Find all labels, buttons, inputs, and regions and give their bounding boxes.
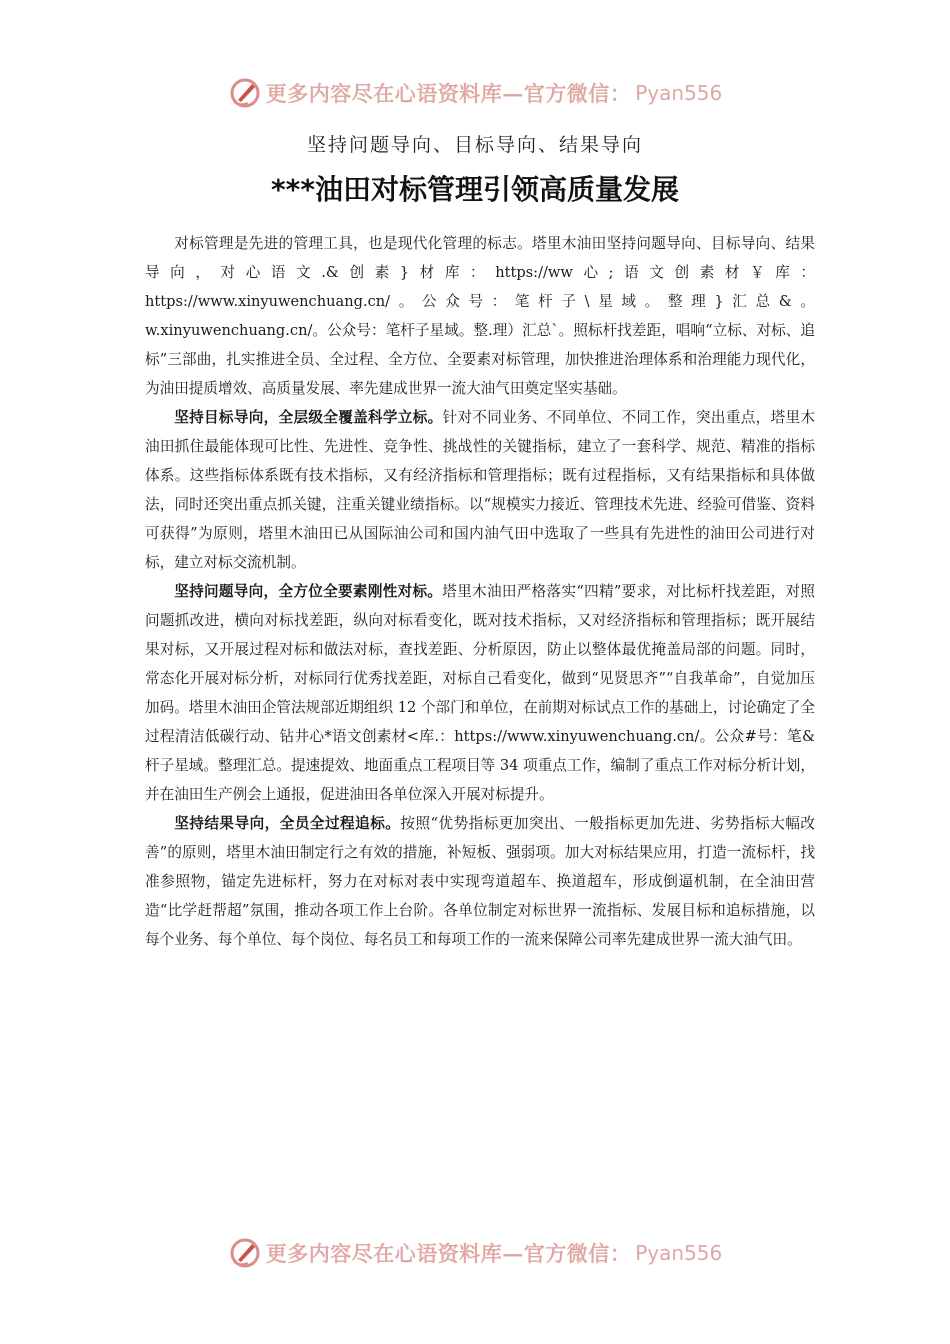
paragraph-text: 按照“优势指标更加突出、一般指标更加先进、劣势指标大幅改善”的原则，塔里木油田制定行之有效的措施，补短板、强弱项。加大对标结果应用，打造一流标杆，找准参照物，锚定先进标杆，努力在对标对表中实现弯道超车、换道超车，形成倒逼机制，在全油田营造“比学赶帮超”氛围，推动各项工作上台阶。各单位制定对标世界一流指标、发展目标和追标措施，以每个业务、每个单位、每个岗位、每名员工和每项工作的一流来保障公司率先建成世界一流大油气田。 [145, 815, 815, 948]
banner-text: 更多内容尽在心语资料库—官方微信： [265, 1241, 632, 1266]
paragraph-heading: 坚持目标导向，全层级全覆盖科学立标。 [174, 409, 443, 426]
header-banner [0, 73, 950, 113]
document-body [145, 229, 815, 954]
banner-wechat-id: Pyan556 [635, 1241, 723, 1265]
logo-icon [228, 1236, 262, 1270]
document-title: ***油田对标管理引领高质量发展 [271, 173, 679, 206]
footer-banner [0, 1233, 950, 1273]
paragraph-text: 塔里木油田严格落实“四精”要求，对比标杆找差距，对照问题抓改进，横向对标找差距，纵向对标看变化，既对技术指标，又对经济指标和管理指标；既开展结果对标，又开展过程对标和做法对标，查找差距、分析原因，防止以整体最优掩盖局部的问题。同时，常态化开展对标分析，对标同行优秀找差距，对标自己看变化，做到“见贤思齐”“自我革命”，自觉加压加码。塔里木油田企管法规部近期组织 12 个部门和单位，在前期对标试点工作的基础上，讨论确定了全过程清洁低碳行动、钻井心*语文创素材<库.：https://www.xinyuwenchuang.cn/。公众#号：笔&杆子星域。整理汇总。提速提效、地面重点工程项目等 34 项重点工作，编制了重点工作对标分析计划，并在油田生产例会上通报，促进油田各单位深入开展对标提升。 [145, 583, 815, 803]
paragraph-text: 针对不同业务、不同单位、不同工作，突出重点，塔里木油田抓住最能体现可比性、先进性、竞争性、挑战性的关键指标，建立了一套科学、规范、精准的指标体系。这些指标体系既有技术指标，又有经济指标和管理指标；既有过程指标，又有结果指标和具体做法，同时还突出重点抓关键，注重关键业绩指标。以“规模实力接近、管理技术先进、经验可借鉴、资料可获得”为原则，塔里木油田已从国际油公司和国内油气田中选取了一些具有先进性的油田公司进行对标，建立对标交流机制。 [145, 409, 815, 571]
document-subtitle: 坚持问题导向、目标导向、结果导向 [306, 134, 643, 156]
paragraph-heading: 坚持问题导向，全方位全要素刚性对标。 [174, 583, 443, 600]
paragraph-result-oriented [145, 809, 815, 954]
paragraph-problem-oriented [145, 577, 815, 809]
paragraph-intro: 对标管理是先进的管理工具，也是现代化管理的标志。塔里木油田坚持问题导向、目标导向、结果导向，对心语文.&创素}材库：https://ww心;语文创素材￥库：https://www.xinyuwenchuang.cn/。公众号：笔杆子\星域。整理}汇总&。w.xinyuwenchuang.cn/。公众号：笔杆子星域。整.理）汇总`。照标杆找差距，唱响“立标、对标、追标”三部曲，扎实推进全员、全过程、全方位、全要素对标管理，加快推进治理体系和治理能力现代化，为油田提质增效、高质量发展、率先建成世界一流大油气田奠定坚实基础。 [145, 235, 815, 397]
banner-text: 更多内容尽在心语资料库—官方微信： [265, 81, 632, 106]
paragraph-target-oriented [145, 403, 815, 577]
logo-icon [228, 76, 262, 110]
paragraph-heading: 坚持结果导向，全员全过程追标。 [174, 815, 401, 832]
banner-wechat-id: Pyan556 [635, 81, 723, 105]
